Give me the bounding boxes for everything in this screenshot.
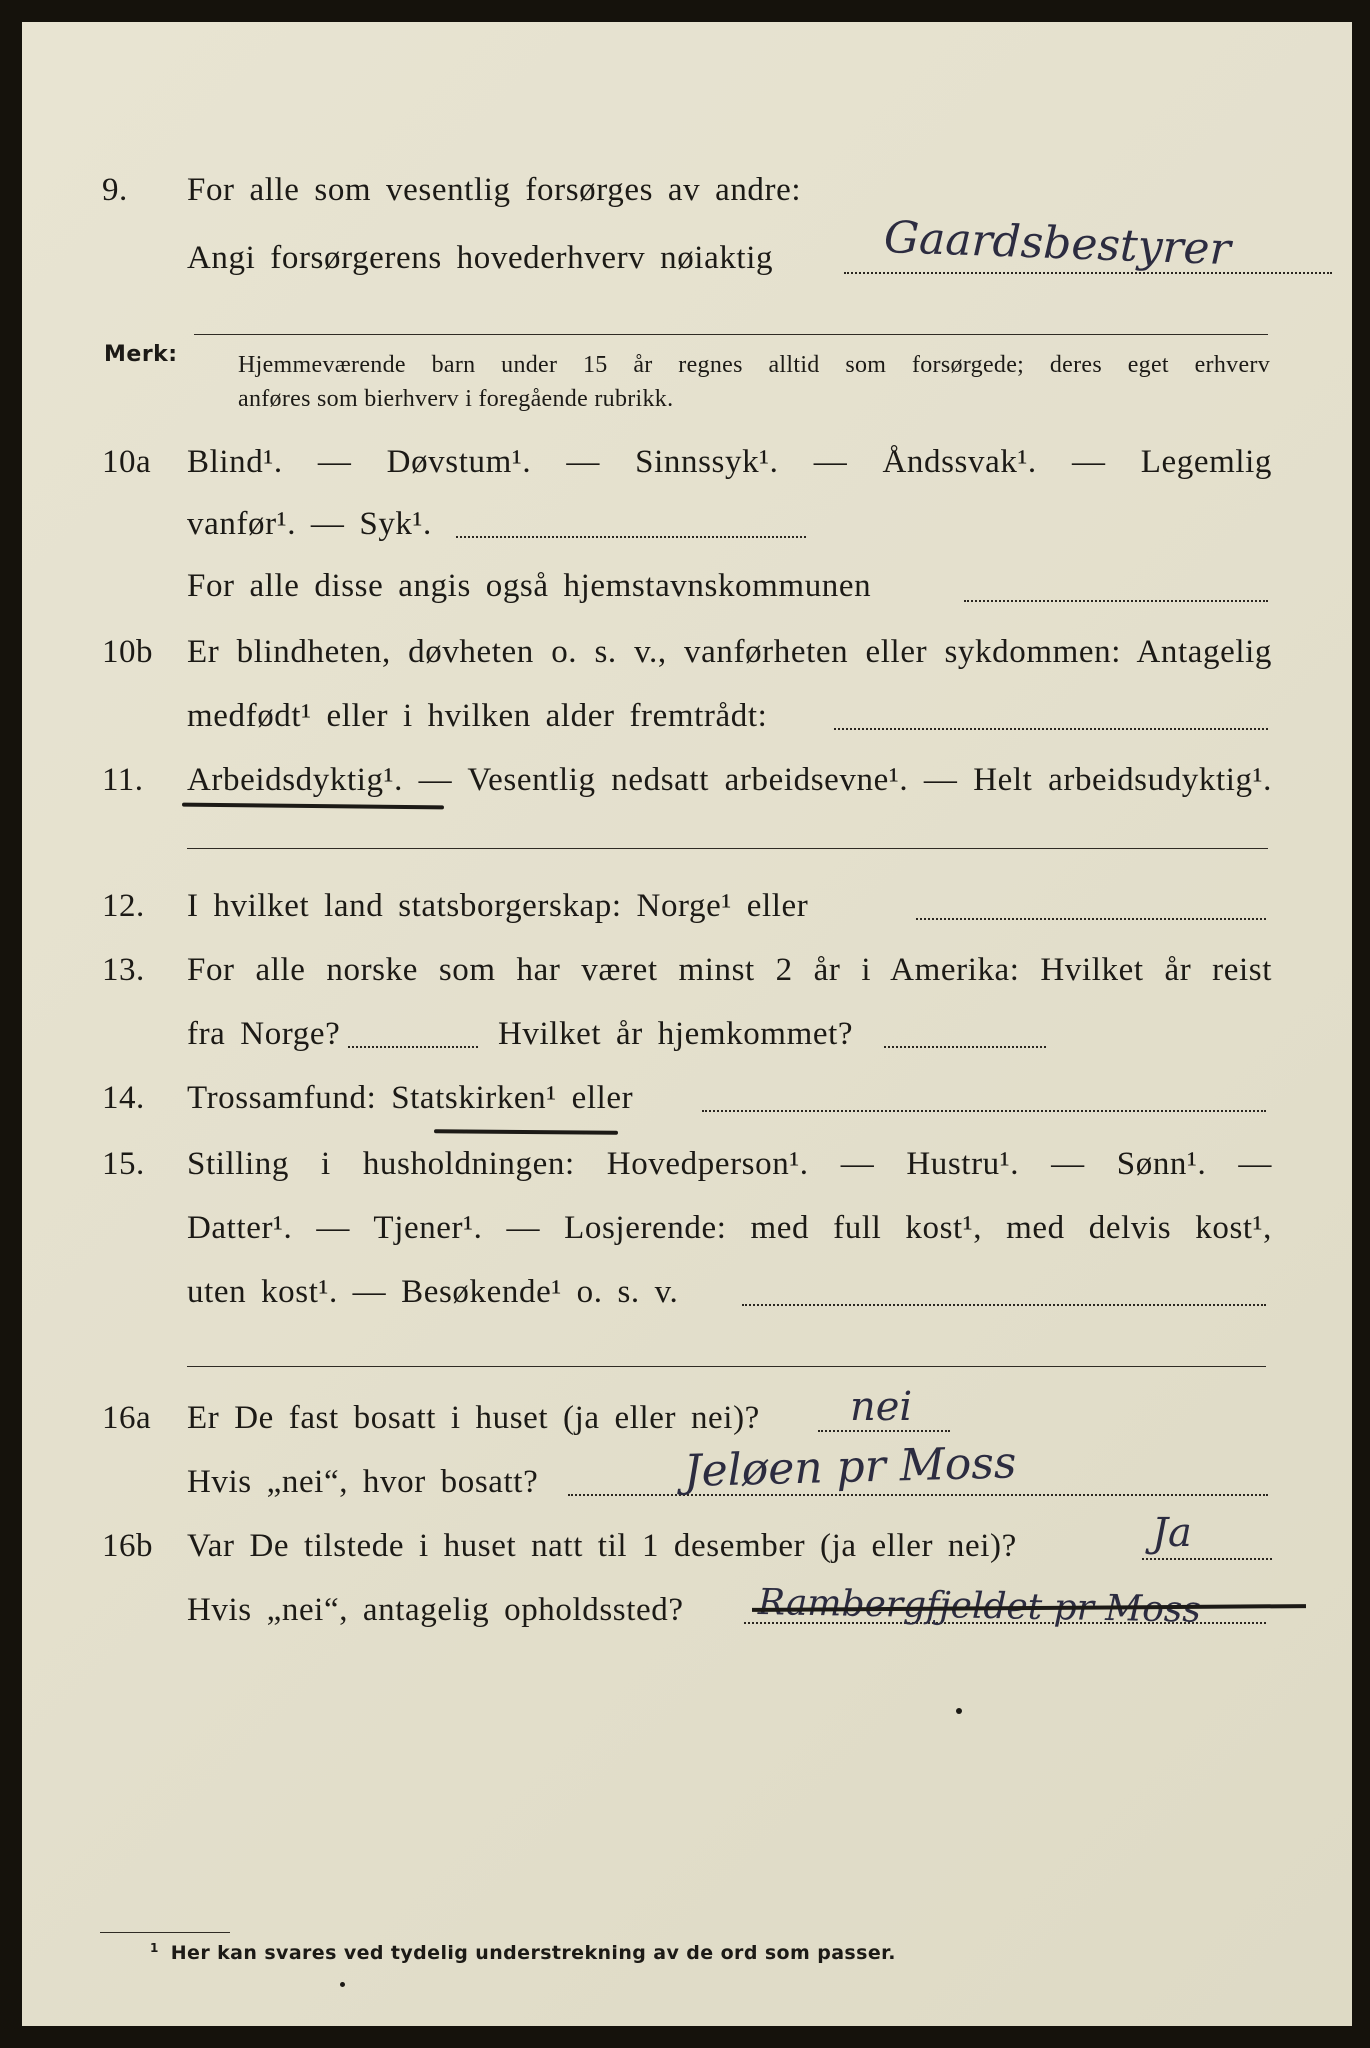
q15-divider xyxy=(187,1366,1266,1367)
footnote-rule xyxy=(100,1932,230,1933)
q13-hjemkommet-line xyxy=(884,1046,1046,1048)
note-line-1: Hjemmeværende barn under 15 år regnes alltid som forsørgede; deres eget erhverv xyxy=(238,352,1270,378)
q12-number: 12. xyxy=(102,888,145,924)
note-line-2: anføres som bierhverv i foregående rubrikk. xyxy=(238,386,674,412)
q16b-line-1: Var De tilstede i huset natt til 1 desember (ja eller nei)? xyxy=(187,1528,1017,1564)
q16b-line-2: Hvis „nei“, antagelig opholdssted? xyxy=(187,1592,684,1628)
q13-number: 13. xyxy=(102,952,145,988)
q10a-row-2 xyxy=(22,496,1352,552)
q10a-line-2: vanfør¹. — Syk¹. xyxy=(187,506,432,542)
q16a-line-1: Er De fast bosatt i huset (ja eller nei)? xyxy=(187,1400,760,1436)
q10a-line-3: For alle disse angis også hjemstavnskommunen xyxy=(187,568,872,604)
q11-number: 11. xyxy=(102,762,144,798)
q15-answer-line xyxy=(742,1304,1266,1306)
q15-line-3: uten kost¹. — Besøkende¹ o. s. v. xyxy=(187,1274,679,1310)
q11-answer-line xyxy=(187,848,1268,849)
q10a-line-1: Blind¹. — Døvstum¹. — Sinnssyk¹. — Åndssvak¹. — Legemlig xyxy=(187,444,1272,480)
q10a-row-3 xyxy=(22,558,1352,614)
q10a-number: 10a xyxy=(102,444,152,480)
note-label: Merk: xyxy=(104,342,178,367)
q15-row-3 xyxy=(22,1264,1352,1320)
q15-line-2: Datter¹. — Tjener¹. — Losjerende: med full kost¹, med delvis kost¹, xyxy=(187,1210,1272,1246)
footnote-mark: 1 xyxy=(150,1940,159,1955)
divider xyxy=(194,334,1268,335)
q10b-row-1 xyxy=(22,624,1352,680)
q16a-answer-2-handwritten: Jeløen pr Moss xyxy=(683,1437,1018,1497)
q13-reist-line xyxy=(348,1046,478,1048)
q13-line-2b: Hvilket år hjemkommet? xyxy=(498,1016,854,1052)
q14-row-1 xyxy=(22,1070,1352,1126)
q11-line-1: Arbeidsdyktig¹. — Vesentlig nedsatt arbeidsevne¹. — Helt arbeidsudyktig¹. xyxy=(187,762,1272,798)
q16a-answer-1-handwritten: nei xyxy=(850,1384,913,1430)
q16b-answer-1-handwritten: Ja xyxy=(1152,1510,1192,1556)
q16a-answer-line-2 xyxy=(568,1494,1268,1496)
q11-row-1 xyxy=(22,752,1352,808)
ink-speck-footer xyxy=(340,1982,345,1987)
q16a-answer-line-1 xyxy=(818,1430,950,1432)
q9-line-2: Angi forsørgerens hovederhverv nøiaktig xyxy=(187,240,774,276)
q13-line-2a: fra Norge? xyxy=(187,1016,341,1052)
q15-row-2 xyxy=(22,1200,1352,1256)
q10a-kommune-line xyxy=(964,600,1268,602)
q13-row-1 xyxy=(22,942,1352,998)
q14-underline-mark xyxy=(434,1129,618,1135)
footnote-text: Her kan svares ved tydelig understrekning av de ord som passer. xyxy=(170,1942,896,1964)
q12-row-1 xyxy=(22,878,1352,934)
q9-row-1 xyxy=(22,162,1352,218)
q16a-line-2: Hvis „nei“, hvor bosatt? xyxy=(187,1464,539,1500)
q15-line-1: Stilling i husholdningen: Hovedperson¹. — Hustru¹. — Sønn¹. — xyxy=(187,1146,1272,1182)
q16a-number: 16a xyxy=(102,1400,152,1436)
q10b-number: 10b xyxy=(102,634,153,670)
q9-line-1: For alle som vesentlig forsørges av andre: xyxy=(187,172,802,208)
q9-answer-handwritten: Gaardsbestyrer xyxy=(883,212,1232,276)
q13-line-1: For alle norske som har været minst 2 år i Amerika: Hvilket år reist xyxy=(187,952,1272,988)
q16b-answer-2-handwritten: Rambergfjeldet pr Moss xyxy=(757,1582,1202,1631)
q10a-answer-line xyxy=(456,536,806,538)
q14-answer-line xyxy=(702,1110,1266,1112)
footnote xyxy=(150,1942,896,1964)
q10b-row-2 xyxy=(22,688,1352,744)
q10a-row-1 xyxy=(22,434,1352,490)
q13-row-2 xyxy=(22,1006,1352,1062)
q16b-number: 16b xyxy=(102,1528,153,1564)
q12-line-1: I hvilket land statsborgerskap: Norge¹ eller xyxy=(187,888,809,924)
q14-line-1: Trossamfund: Statskirken¹ eller xyxy=(187,1080,634,1116)
ink-speck xyxy=(956,1708,962,1714)
q16a-row-1 xyxy=(22,1390,1352,1446)
q10b-answer-line xyxy=(834,728,1268,730)
q15-row-1 xyxy=(22,1136,1352,1192)
q9-number: 9. xyxy=(102,172,128,208)
q10b-line-1: Er blindheten, døvheten o. s. v., vanførheten eller sykdommen: Antagelig xyxy=(187,634,1272,670)
q12-answer-line xyxy=(916,918,1266,920)
q9-answer-line xyxy=(844,272,1332,274)
q10b-line-2: medfødt¹ eller i hvilken alder fremtrådt: xyxy=(187,698,768,734)
q14-number: 14. xyxy=(102,1080,145,1116)
q15-number: 15. xyxy=(102,1146,145,1182)
q16b-answer-line-1 xyxy=(1142,1558,1272,1560)
